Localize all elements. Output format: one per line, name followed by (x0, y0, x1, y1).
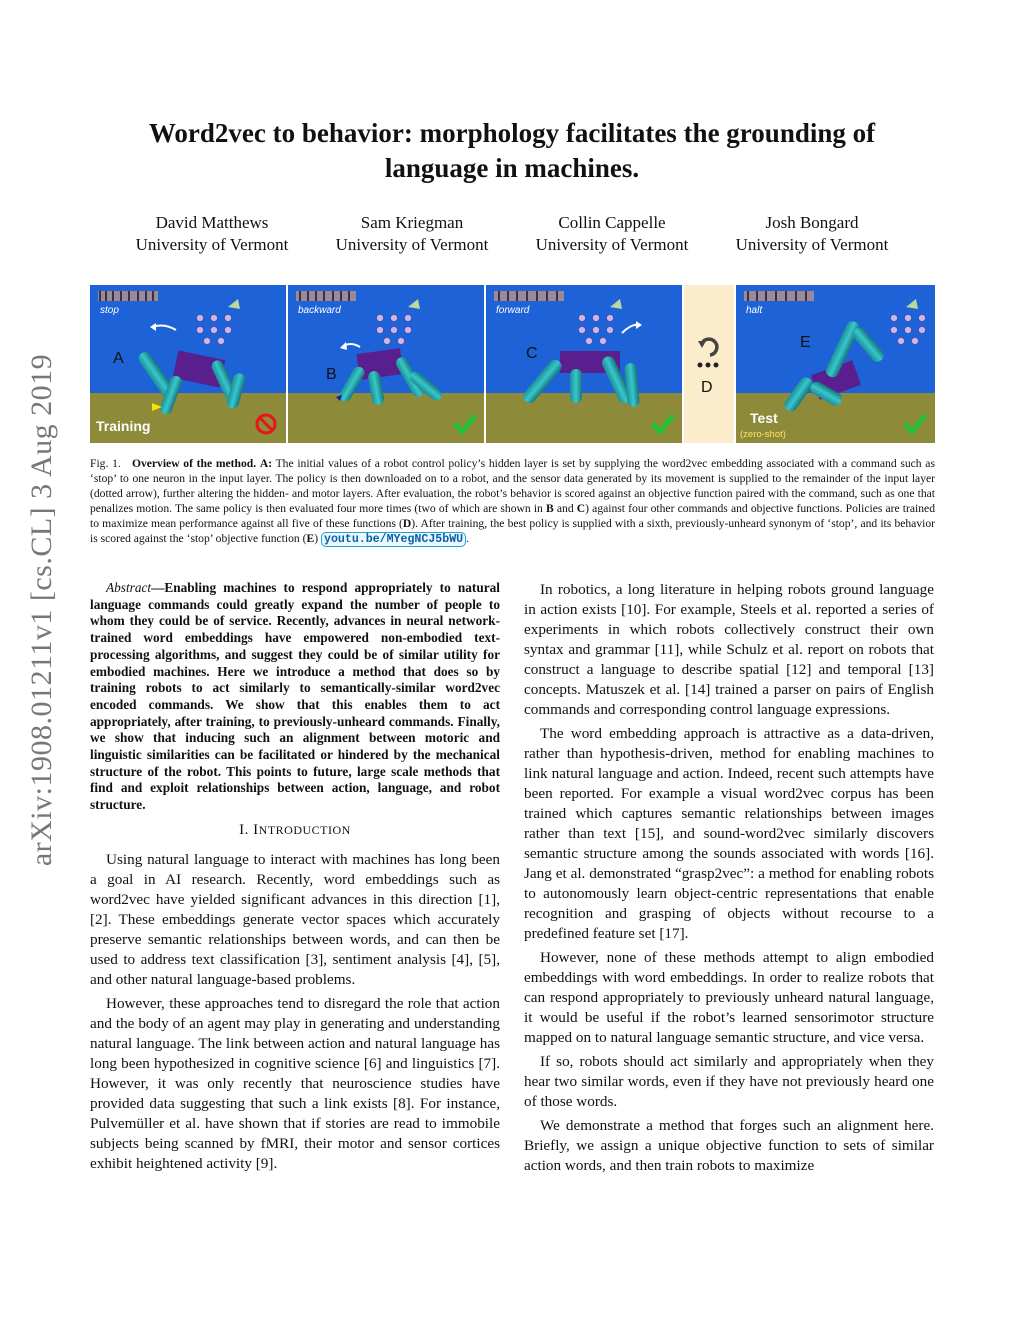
author-name: Collin Cappelle (558, 213, 666, 232)
caption-text: ) (314, 532, 319, 545)
paragraph: In robotics, a long literature in helping robots ground language in action exists [10]. For example, Steels et al. reported a series of experiments in which robots collectively construct their own syntax and grammar [11], while Schulz et al. report on robots that construct a language to describe spatial [12] and temporal [13] concepts. Matuszek et al. [14] trained a parser on pairs of English commands and corresponding control language expressions. (524, 581, 934, 718)
caption-heading: Overview of the method. (131, 457, 257, 470)
zero-shot-label: (zero-shot) (740, 429, 786, 440)
command-label: backward (298, 305, 341, 316)
training-label: Training (96, 418, 151, 434)
caption-ref-b: B (546, 502, 554, 515)
caption-text: The initial values of a robot control policy’s hidden layer is set by supplying the word2vec embedding associated with a command such as ‘stop’ to one neuron in the input layer. The policy is then downloaded on to a robot, and the sensor data generated by its movement is supplied to the remainder of the input layer (dotted arrow), further altering the hidden- and motor layers. After evaluation, the robot’s behavior is scored against an objective function paired with the command, such as one that penalizes motion. The same policy is then evaluated four more times (two of which are shown in (90, 457, 935, 515)
author-block (712, 212, 912, 256)
panel-c (486, 285, 682, 443)
paragraph: Using natural language to interact with machines has long been a goal in AI research. Recently, word embeddings such as word2vec have yielded significant advances in this direction [1], [2]. These embeddings generate vector spaces which accurately preserve semantic relationships between words, and can then be used to address text classification [3], sentiment analysis [4], [5], and other natural language-based problems. (90, 850, 500, 988)
panel-b (288, 285, 484, 443)
panel-letter: C (526, 345, 538, 362)
panel-d (684, 285, 734, 443)
panel-letter: D (701, 379, 713, 396)
command-label: forward (496, 305, 530, 316)
author-list (112, 212, 912, 256)
panel-e (736, 285, 935, 443)
author-block (112, 212, 312, 256)
paragraph: The word embedding approach is attractive as a data-driven, rather than hypothesis-driven, method for enabling machines to link natural language and action. Indeed, recent such attempts have been reported. For example a visual word2vec corpus has been trained which captures semantic relationships between images rather than text [15], and sound-word2vec similarly discovers semantic structure among the sounds associated with words [16]. Jang et al. demonstrated “grasp2vec”: a method for enabling robots to autonomously learn object-centric representations that enable recognition and grasping of objects without recourse to a predefined feature set [17]. (524, 725, 934, 942)
paragraph: However, none of these methods attempt to align embodied embeddings with word embeddings. In order to realize robots that can respond appropriately to previously unheard natural language, it would be useful if the robot’s learned sensorimotor structure mapped on to natural language semantic structure, and vice versa. (524, 949, 934, 1046)
overview-figure (90, 285, 935, 443)
command-label: halt (746, 305, 763, 316)
author-name: Josh Bongard (765, 213, 859, 232)
abstract-dash: — (151, 580, 165, 595)
author-block (512, 212, 712, 256)
author-block (312, 212, 512, 256)
paragraph: We demonstrate a method that forges such an alignment here. Briefly, we assign a unique objective function to sets of similar action words, and then train robots to maximize (524, 1117, 934, 1174)
author-affiliation: University of Vermont (335, 235, 489, 254)
ellipsis-icon (698, 363, 719, 368)
caption-text: ) against four other commands and objective functions. Policies are trained to maximize mean performance against all five of these functions ( (90, 502, 936, 530)
command-label: stop (100, 305, 119, 316)
panel-letter: B (326, 366, 337, 383)
caption-ref-a: A: (259, 457, 273, 470)
author-name: Sam Kriegman (360, 213, 464, 232)
caption-text: ). After training, the best policy is supplied with a sixth, previously-unheard synonym of ‘stop’, and its behavior is scored against the ‘stop’ objective function ( (90, 517, 936, 545)
section-heading (90, 820, 500, 840)
abstract-label: Abstract (106, 580, 152, 595)
left-column (90, 580, 500, 1178)
author-affiliation: University of Vermont (535, 235, 689, 254)
caption-ref-e: E (306, 532, 315, 545)
section-title-rest: NTRODUCTION (258, 822, 351, 837)
panel-letter: A (113, 350, 124, 367)
caption-ref-c: C (576, 502, 586, 515)
section-number: I. (239, 821, 249, 838)
figure-caption (90, 456, 935, 547)
caption-text: . (466, 532, 470, 545)
author-name: David Matthews (155, 213, 269, 232)
caption-ref-d: D (402, 517, 412, 530)
section-title-initial: I (253, 821, 259, 838)
caption-text: and (556, 502, 574, 515)
abstract (90, 580, 500, 814)
author-affiliation: University of Vermont (135, 235, 289, 254)
video-link[interactable]: youtu.be/MYegNCJ5bWU (321, 532, 466, 547)
figure-number: Fig. 1. (90, 457, 121, 470)
test-label: Test (750, 410, 778, 426)
author-affiliation: University of Vermont (735, 235, 889, 254)
panel-a (90, 285, 286, 443)
paragraph: However, these approaches tend to disregard the role that action and the body of an agent may play in generating and understanding natural language. The link between action and natural language has long been hypothesized in cognitive science [6] and linguistics [7]. However, it was only recently that neuroscience studies have provided data suggesting that such a link exists [8]. For instance, Pulvemüller et al. have shown that if stories are read to immobile subjects being scanned by fMRI, their motor and sensor cortices exhibit heightened activity [9]. (90, 994, 500, 1172)
right-column (524, 580, 934, 1180)
arxiv-stamp: arXiv:1908.01211v1 [cs.CL] 3 Aug 2019 (25, 353, 58, 867)
paragraph: If so, robots should act similarly and appropriately when they hear two similar words, even if they have not previously heard one of those words. (524, 1053, 934, 1110)
abstract-text: Enabling machines to respond appropriately to natural language commands could greatly expand the number of people to whom they could be of service. Recently, advances in neural network-trained word embeddings have empowered non-embodied text-processing algorithms, and suggest they could be of similar utility for embodied machines. Here we introduce a method that does so by training robots to act similarly to semantically-similar word2vec encoded commands. We show that this enables them to act appropriately, after training, to previously-unheard commands. Finally, we show that inducing such an alignment between motoric and linguistic similarities can be facilitated or hindered by the mechanical structure of the robot. This points to future, large scale methods that find and exploit relationships between action, language, and robot structure. (90, 580, 500, 813)
paper-title: Word2vec to behavior: morphology facilitates the grounding of language in machines. (148, 118, 876, 183)
panel-letter: E (800, 334, 811, 351)
